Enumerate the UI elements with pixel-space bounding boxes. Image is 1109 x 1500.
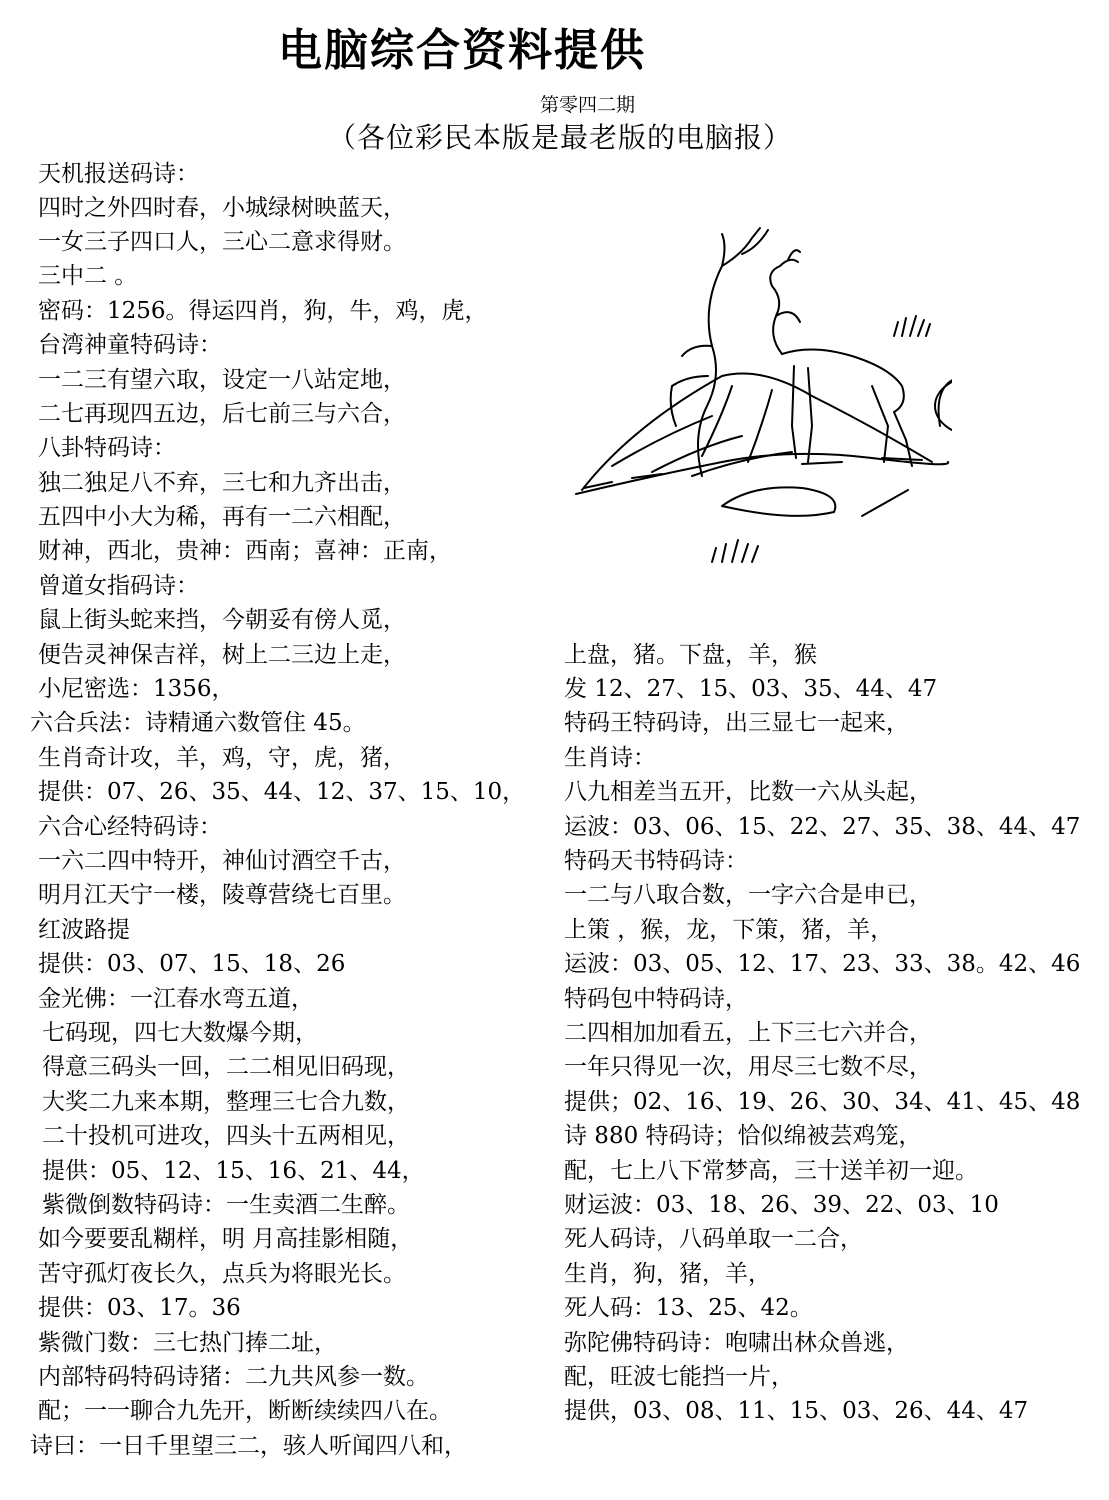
- right-line: 弥陀佛特码诗：咆啸出林众兽逃，: [564, 1330, 909, 1356]
- right-line: 配，七上八下常梦高，三十送羊初一迎。: [564, 1158, 978, 1184]
- left-line: 独二独足八不弃，三七和九齐出击，: [38, 470, 406, 496]
- left-line: 提供：05、12、15、16、21、44，: [42, 1158, 425, 1184]
- left-line: 紫微门数：三七热门捧二址，: [38, 1330, 337, 1356]
- right-line: 运波：03、06、15、22、27、35、38、44、47: [564, 814, 1081, 840]
- left-line: 七码现，四七大数爆今期，: [42, 1020, 318, 1046]
- left-line: 一六二四中特开，神仙讨酒空千古，: [38, 848, 406, 874]
- right-line: 一年只得见一次，用尽三七数不尽，: [564, 1054, 932, 1080]
- left-line: 诗曰：一日千里望三二，骇人听闻四八和，: [30, 1433, 467, 1459]
- antelope-on-rock-drawing-icon: [572, 226, 952, 582]
- left-line: 六合心经特码诗：: [38, 814, 222, 840]
- left-line: 红波路提: [38, 917, 130, 943]
- issue-number: 第零四二期: [540, 94, 636, 116]
- left-line: 密码：1256。得运四肖，狗，牛，鸡，虎，: [38, 298, 488, 324]
- left-line: 紫微倒数特码诗：一生卖酒二生醉。: [42, 1192, 410, 1218]
- right-line: 提供，03、08、11、15、03、26、44、47: [564, 1398, 1029, 1424]
- right-line: 财运波：03、18、26、39、22、03、10: [564, 1192, 999, 1218]
- right-line: 发 12、27、15、03、35、44、47: [564, 676, 938, 702]
- left-line: 曾道女指码诗：: [38, 573, 199, 599]
- right-line: 生肖，狗，猪，羊，: [564, 1261, 771, 1287]
- left-line: 便告灵神保吉祥，树上二三边上走，: [38, 642, 406, 668]
- left-line: 天机报送码诗：: [38, 161, 199, 187]
- left-line: 一二三有望六取，设定一八站定地，: [38, 367, 406, 393]
- left-line: 配；一一聊合九先开，断断续续四八在。: [38, 1398, 452, 1424]
- right-line: 特码王特码诗，出三显七一起来，: [564, 710, 909, 736]
- right-line: 死人码：13、25、42。: [564, 1295, 813, 1321]
- left-line: 财神，西北，贵神：西南；喜神：正南，: [38, 538, 452, 564]
- left-line: 小尼密选：1356，: [38, 676, 235, 702]
- left-line: 三中二 。: [38, 263, 138, 289]
- left-line: 八卦特码诗：: [38, 435, 176, 461]
- page-title: 电脑综合资料提供: [278, 25, 646, 76]
- left-line: 二十投机可进攻，四头十五两相见，: [42, 1123, 410, 1149]
- right-line: 运波：03、05、12、17、23、33、38。42、46: [564, 951, 1081, 977]
- right-line: 上盘，猪。下盘，羊，猴: [564, 642, 817, 668]
- right-line: 配，旺波七能挡一片，: [564, 1364, 794, 1390]
- right-line: 八九相差当五开，比数一六从头起，: [564, 779, 932, 805]
- left-line: 金光佛：一江春水弯五道，: [38, 986, 314, 1012]
- right-line: 生肖诗：: [564, 745, 656, 771]
- right-line: 提供；02、16、19、26、30、34、41、45、48: [564, 1089, 1081, 1115]
- left-line: 一女三子四口人，三心二意求得财。: [38, 229, 406, 255]
- left-line: 如今要要乱糊样，明 月高挂影相随，: [38, 1226, 414, 1252]
- page-subtitle: （各位彩民本版是最老版的电脑报）: [328, 121, 793, 154]
- left-line: 内部特码特码诗猪：二九共风参一数。: [38, 1364, 429, 1390]
- left-line: 五四中小大为稀，再有一二六相配，: [38, 504, 406, 530]
- right-line: 特码天书特码诗：: [564, 848, 748, 874]
- left-line: 二七再现四五边，后七前三与六合，: [38, 401, 406, 427]
- right-line: 特码包中特码诗，: [564, 986, 748, 1012]
- left-line: 明月江天宁一楼，陵尊营绕七百里。: [38, 882, 406, 908]
- left-line: 生肖奇计攻，羊，鸡，守，虎，猪，: [38, 745, 406, 771]
- left-line: 得意三码头一回，二二相见旧码现，: [42, 1054, 410, 1080]
- left-line: 鼠上街头蛇来挡，今朝妥有傍人觅，: [38, 607, 406, 633]
- right-line: 诗 880 特码诗；恰似绵被芸鸡笼，: [564, 1123, 922, 1149]
- left-line: 六合兵法：诗精通六数管住 45。: [30, 710, 366, 736]
- right-line: 上策 ，猴，龙，下策，猪，羊，: [564, 917, 894, 943]
- left-line: 台湾神童特码诗：: [38, 332, 222, 358]
- right-line: 死人码诗，八码单取一二合，: [564, 1226, 863, 1252]
- left-line: 四时之外四时春，小城绿树映蓝天，: [38, 195, 406, 221]
- right-line: 二四相加加看五，上下三七六并合，: [564, 1020, 932, 1046]
- left-line: 大奖二九来本期，整理三七合九数，: [42, 1089, 410, 1115]
- left-line: 苦守孤灯夜长久，点兵为将眼光长。: [38, 1261, 406, 1287]
- left-line: 提供：03、17。36: [38, 1295, 241, 1321]
- right-line: 一二与八取合数，一字六合是申已，: [564, 882, 932, 908]
- left-line: 提供：07、26、35、44、12、37、15、10，: [38, 779, 526, 805]
- left-line: 提供：03、07、15、18、26: [38, 951, 346, 977]
